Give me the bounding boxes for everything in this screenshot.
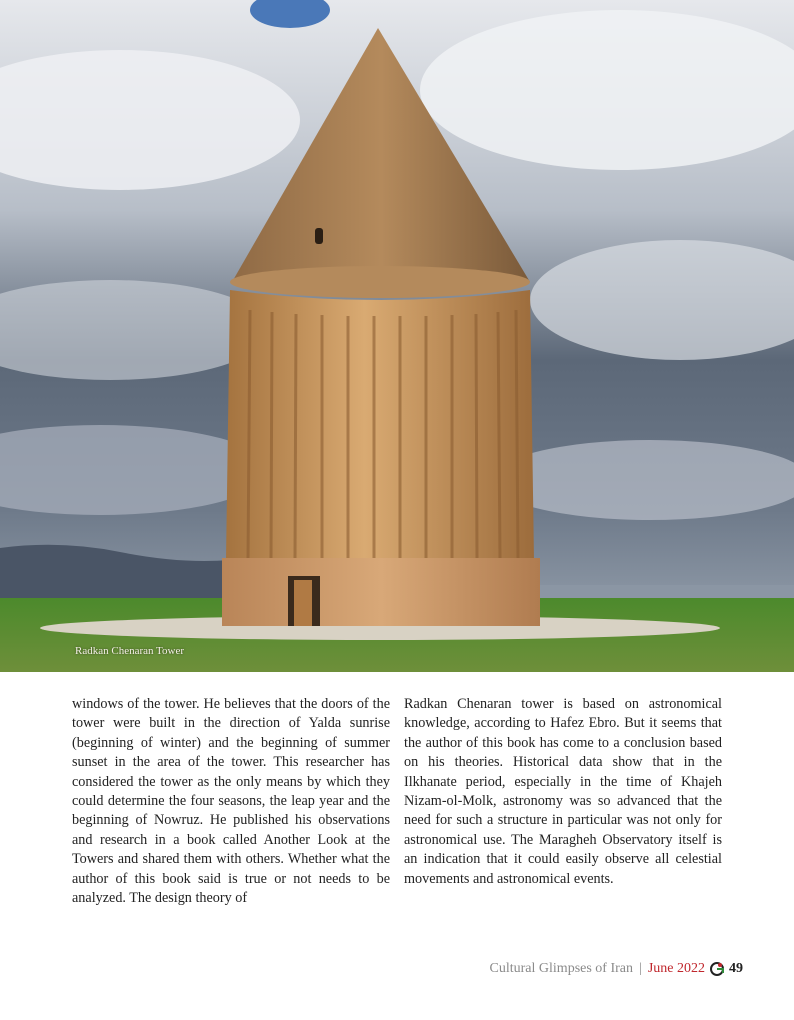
cgi-logo-icon bbox=[709, 961, 725, 977]
body-text-left-column: windows of the tower. He believes that the doors of the tower were built in the direction of Yalda sunrise (beginning of winter) and the beginning of summer sunset in the area of the tower. This researcher has considered the tower as the only means by which they could determine the four seasons, the leap year and the beginning of Nowruz. He published his observations and research in a book called Another Look at the Towers and shared them with others. Whether what the author of this book said is true or not needs to be analyzed. The design theory of bbox=[72, 696, 390, 907]
footer-separator: | bbox=[639, 961, 642, 976]
photo-caption: Radkan Chenaran Tower bbox=[75, 645, 184, 657]
page-footer bbox=[490, 961, 743, 977]
publication-name: Cultural Glimpses of Iran bbox=[489, 961, 634, 976]
issue-date: June 2022 bbox=[647, 961, 705, 976]
page-number: 49 bbox=[729, 961, 743, 976]
body-text-right-column: Radkan Chenaran tower is based on astronomical knowledge, according to Hafez Ebro. But it seems that the author of this book has come to a conclusion based on his theories. Historical data show that in the Ilkhanate period, especially in the time of Khajeh Nizam-ol-Molk, astronomy was so advanced that the need for such a structure in particular was not only for astronomical use. The Maragheh Observatory itself is an indication that it could easily observe all celestial movements and astronomical events. bbox=[404, 696, 722, 887]
